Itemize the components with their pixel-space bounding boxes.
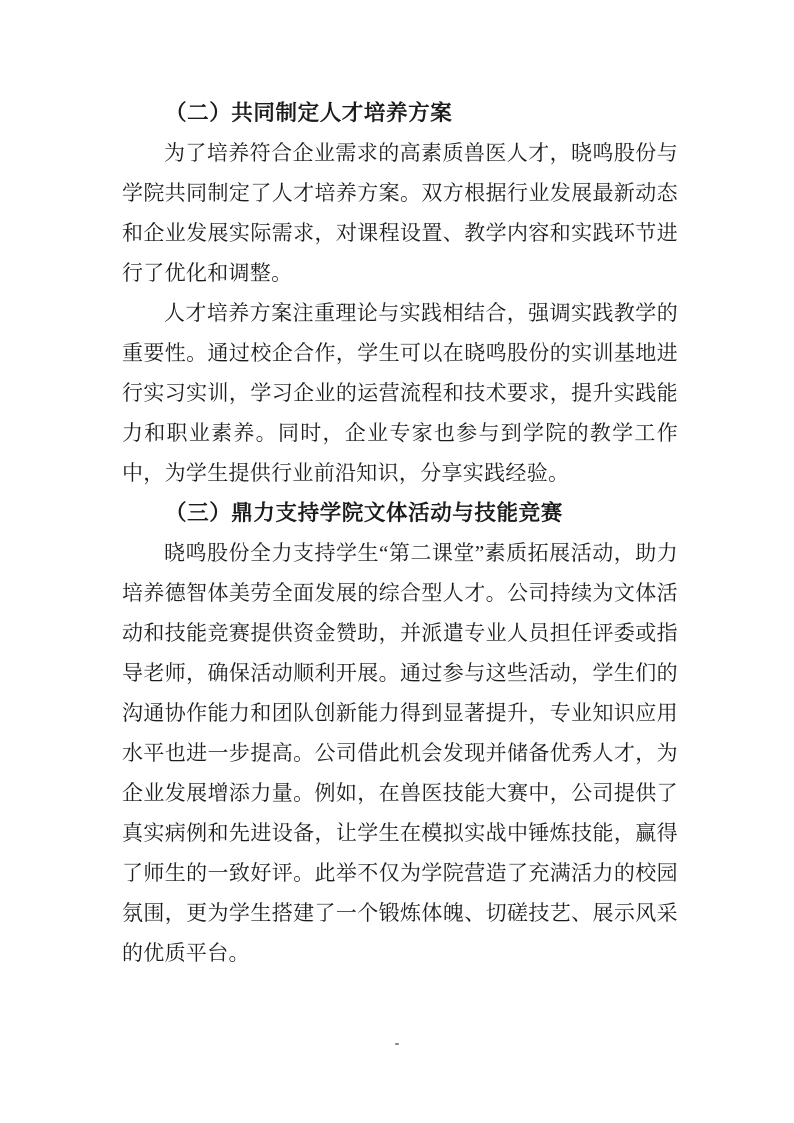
section-heading-2: （二）共同制定人才培养方案 <box>165 101 453 125</box>
page-footer-mark: - <box>394 1036 400 1051</box>
paragraph: 为了培养符合企业需求的高素质兽医人才，晓鸣股份与学院共同制定了人才培养方案。双方根据行业发展最新动态和企业发展实际需求，对课程设置、教学内容和实践环节进行了优化和调整。 <box>122 141 678 285</box>
paragraph: 人才培养方案注重理论与实践相结合，强调实践教学的重要性。通过校企合作，学生可以在晓鸣股份的实训基地进行实习实训，学习企业的运营流程和技术要求，提升实践能力和职业素养。同时，企业专家也参与到学院的教学工作中，为学生提供行业前沿知识，分享实践经验。 <box>122 301 678 485</box>
document-body <box>122 93 678 973</box>
section-heading-3: （三）鼎力支持学院文体活动与技能竞赛 <box>165 501 563 525</box>
paragraph: 晓鸣股份全力支持学生“第二课堂”素质拓展活动，助力培养德智体美劳全面发展的综合型人才。公司持续为文体活动和技能竞赛提供资金赞助，并派遣专业人员担任评委或指导老师，确保活动顺利开展。通过参与这些活动，学生们的沟通协作能力和团队创新能力得到显著提升，专业知识应用水平也进一步提高。公司借此机会发现并储备优秀人才，为企业发展增添力量。例如，在兽医技能大赛中，公司提供了真实病例和先进设备，让学生在模拟实战中锤炼技能，赢得了师生的一致好评。此举不仅为学院营造了充满活力的校园氛围，更为学生搭建了一个锻炼体魄、切磋技艺、展示风采的优质平台。 <box>122 541 678 965</box>
